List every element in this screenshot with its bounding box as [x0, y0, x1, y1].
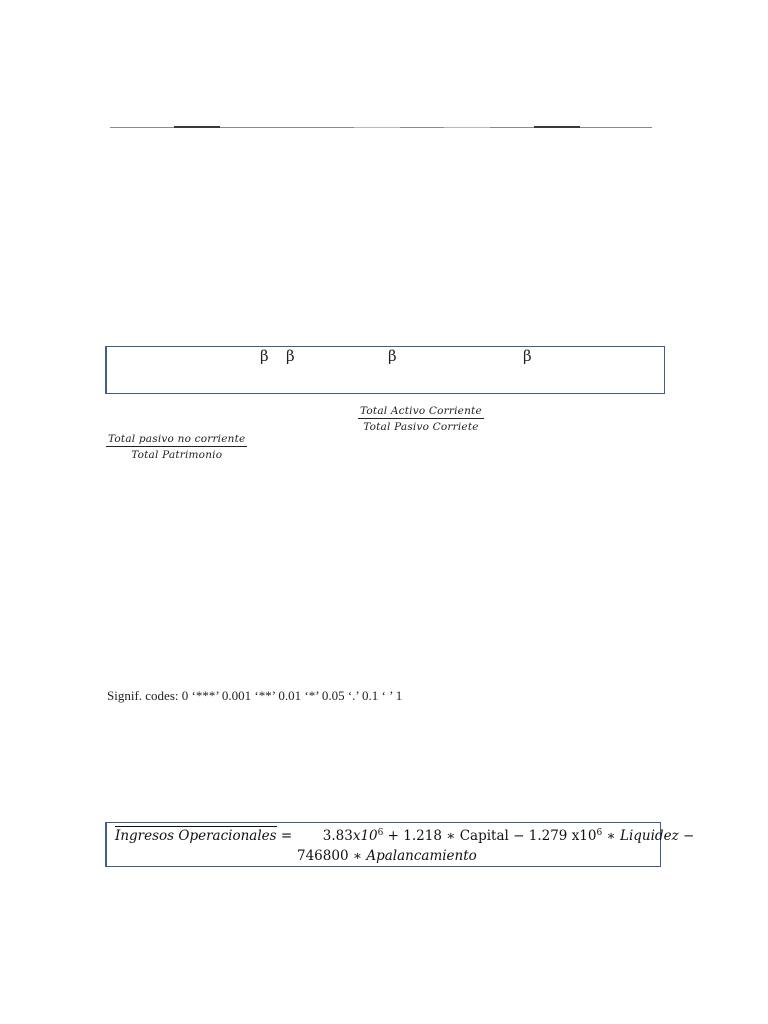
apalancamiento-variable: Apalancamiento — [366, 848, 477, 864]
rule-segment — [354, 127, 400, 128]
capital-term-operator: + 1.218 ∗ — [387, 828, 456, 844]
apalancamiento-fraction — [106, 433, 247, 461]
table-top-rule — [110, 127, 652, 128]
intercept-mantissa: 3.83 — [322, 828, 353, 844]
beta-symbol: β — [286, 347, 295, 365]
signif-codes-line: Signif. codes: 0 ‘***’ 0.001 ‘**’ 0.01 ‘*’ 0.05 ‘.’ 0.1 ‘ ’ 1 — [107, 688, 403, 703]
beta-symbol: β — [523, 347, 532, 365]
liquidez-fraction — [358, 405, 484, 433]
fraction-denominator: Total Patrimonio — [131, 449, 223, 461]
minus-sign: − — [682, 828, 695, 844]
fraction-numerator: Total pasivo no corriente — [108, 433, 246, 445]
equals-sign: = — [280, 828, 293, 844]
intercept-exponent: 6 — [377, 828, 384, 838]
fraction-numerator: Total Activo Corriente — [360, 405, 482, 417]
multiply-sign: ∗ — [352, 848, 363, 864]
apalancamiento-coefficient: 746800 — [297, 848, 349, 864]
beta-symbol: β — [388, 347, 397, 365]
equation-line-1 — [115, 828, 694, 844]
liquidez-variable: Liquidez — [620, 828, 679, 844]
intercept-x: x10 — [352, 828, 378, 844]
model-specification-box — [105, 346, 665, 394]
liquidez-exponent: 6 — [596, 828, 603, 838]
liquidez-x: x10 — [571, 828, 597, 844]
liquidez-coefficient: − 1.279 — [513, 828, 568, 844]
rule-segment — [444, 127, 490, 128]
rule-segment — [534, 126, 580, 128]
rule-segment — [174, 126, 220, 128]
equation-line-2 — [297, 848, 477, 864]
beta-symbol: β — [260, 347, 269, 365]
capital-variable: Capital — [459, 828, 509, 844]
regression-equation-box — [105, 822, 695, 867]
equation-lhs: Ingresos Operacionales — [115, 828, 277, 844]
fraction-denominator: Total Pasivo Corriete — [363, 421, 479, 433]
multiply-sign: ∗ — [606, 828, 616, 844]
